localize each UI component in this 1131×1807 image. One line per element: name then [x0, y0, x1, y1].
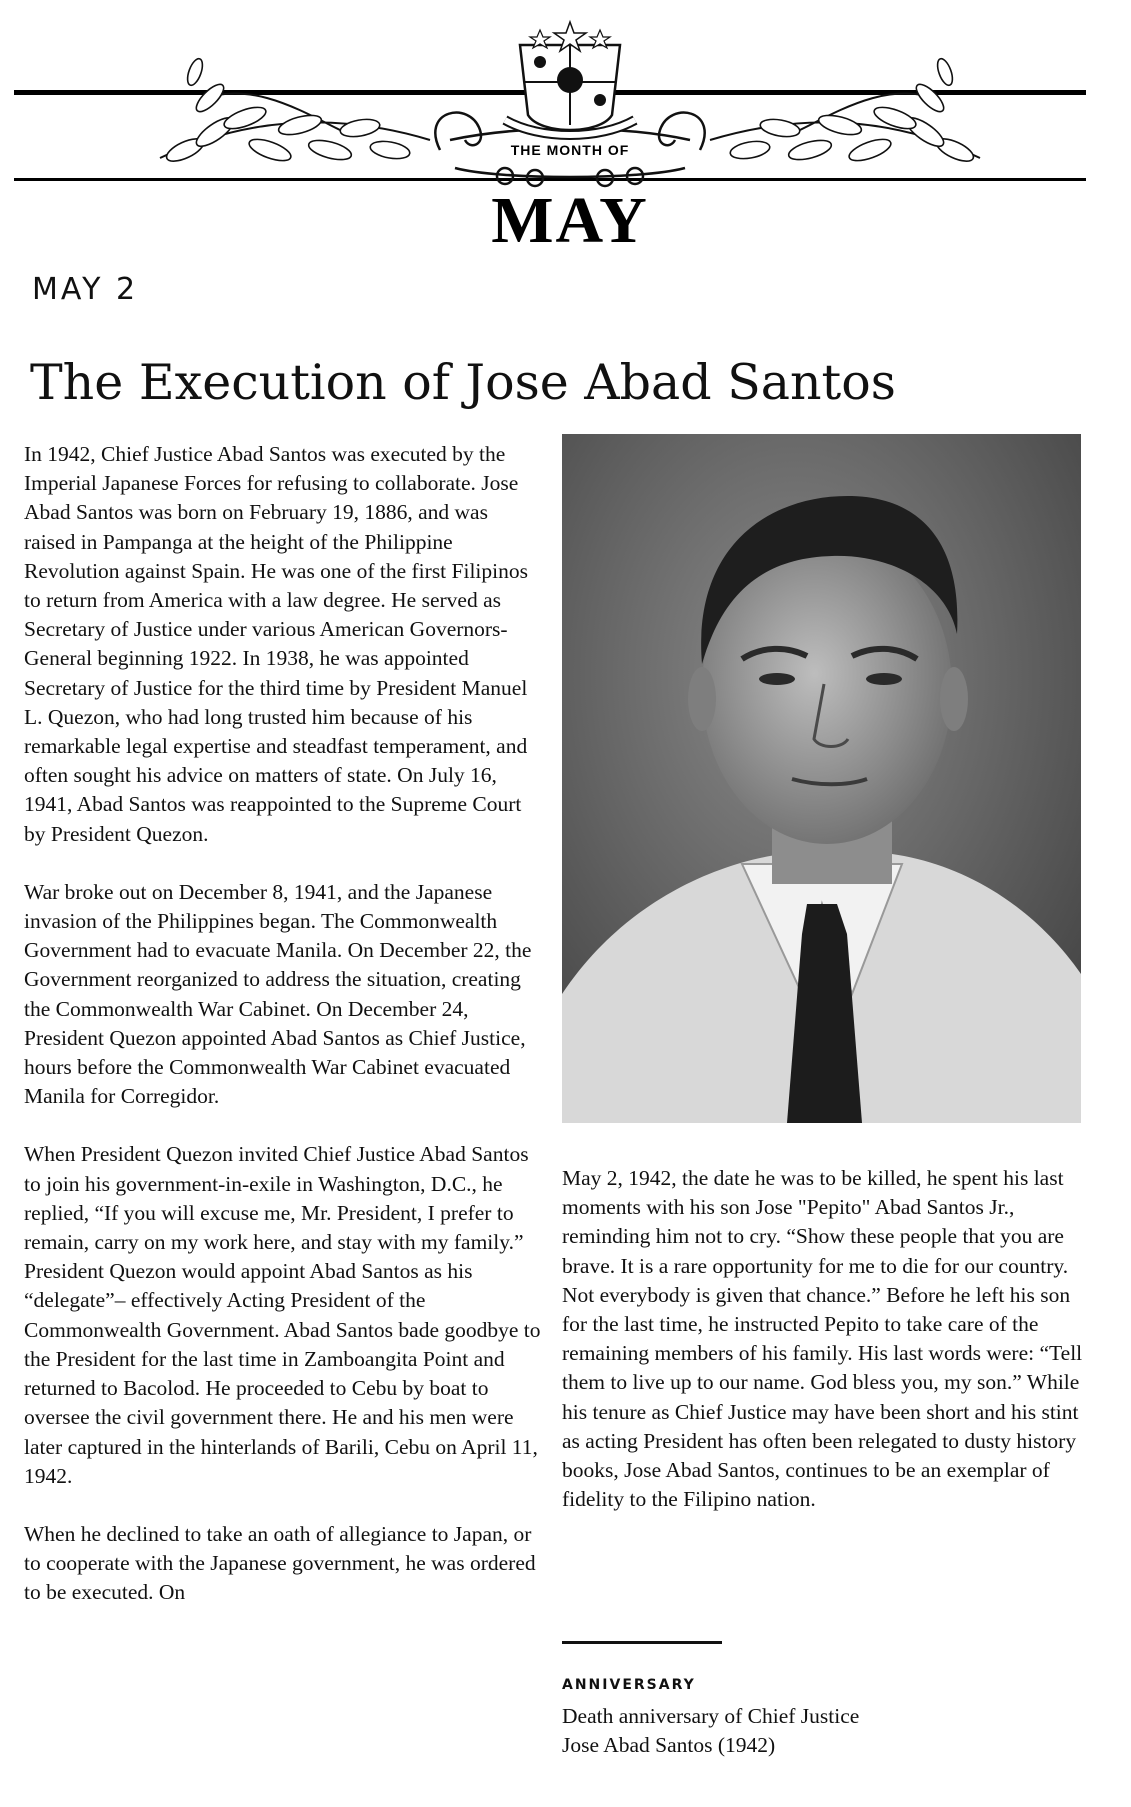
anniversary-text: [562, 1702, 962, 1760]
masthead-month: MAY: [491, 184, 649, 257]
paragraph: When President Quezon invited Chief Justice Abad Santos to join his government-in-exile in Washington, D.C., he replied, “If you will excuse me, Mr. President, I prefer to remain, carry on my work here, and stay with my family.” President Quezon would appoint Abad Santos as his “delegate”– effectively Acting President of the Commonwealth Government. Abad Santos bade goodbye to the President for the last time in Zamboangita Point and returned to Bacolod. He proceeded to Cebu by boat to oversee the civil government there. He and his men were later captured in the hinterlands of Barili, Cebu on April 11, 1942.: [24, 1142, 541, 1488]
left-column: [24, 440, 544, 1637]
anniversary-line: Jose Abad Santos (1942): [562, 1733, 776, 1758]
article-headline: The Execution of Jose Abad Santos: [30, 354, 896, 411]
anniversary-line: Death anniversary of Chief Justice: [562, 1704, 860, 1728]
paragraph: When he declined to take an oath of allegiance to Japan, or to cooperate with the Japanese government, he was ordered to be executed. On: [24, 1521, 536, 1605]
paragraph: May 2, 1942, the date he was to be killed, he spent his last moments with his son Jose "Pepito" Abad Santos Jr., reminding him not to cry. “Show these people that you are brave. It is a rare opportunity for me to die for our country. Not everybody is given that chance.” Before he left his son for the last time, he instructed Pepito to take care of the remaining members of his family. His last words were: “Tell them to live up to our name. God bless you, my son.” While his tenure as Chief Justice may have been short and his stint as acting President has often been relegated to dusty history books, Jose Abad Santos, continues to be an exemplar of fidelity to the Filipino nation.: [562, 1166, 1083, 1512]
anniversary-label: ANNIVERSARY: [562, 1677, 696, 1693]
right-column: [562, 1164, 1092, 1514]
portrait-photo: [562, 434, 1081, 1123]
masthead: [0, 0, 1131, 260]
seal-icon: [505, 22, 635, 135]
paragraph: War broke out on December 8, 1941, and the Japanese invasion of the Philippines began. The Commonwealth Government had to evacuate Manila. On December 22, the Government reorganized to address the situation, creating the Commonwealth War Cabinet. On December 24, President Quezon appointed Abad Santos as Chief Justice, hours before the Commonwealth War Cabinet evacuated Manila for Corregidor.: [24, 879, 532, 1109]
masthead-month-of: THE MONTH OF: [510, 142, 630, 158]
portrait-man-icon: [562, 434, 1081, 1123]
anniversary-divider: [562, 1641, 722, 1644]
paragraph: In 1942, Chief Justice Abad Santos was executed by the Imperial Japanese Forces for refusing to collaborate. Jose Abad Santos was born on February 19, 1886, and was raised in Pampanga at the height of the Philippine Revolution against Spain. He was one of the first Filipinos to return from America with a law degree. He served as Secretary of Justice under various American Governors-General beginning 1922. In 1938, he was appointed Secretary of Justice for the third time by President Manuel L. Quezon, who had long trusted him because of his remarkable legal expertise and steadfast temperament, and often sought his advice on matters of state. On July 16, 1941, Abad Santos was reappointed to the Supreme Court by President Quezon.: [24, 442, 529, 846]
date-label: MAY 2: [32, 272, 139, 307]
